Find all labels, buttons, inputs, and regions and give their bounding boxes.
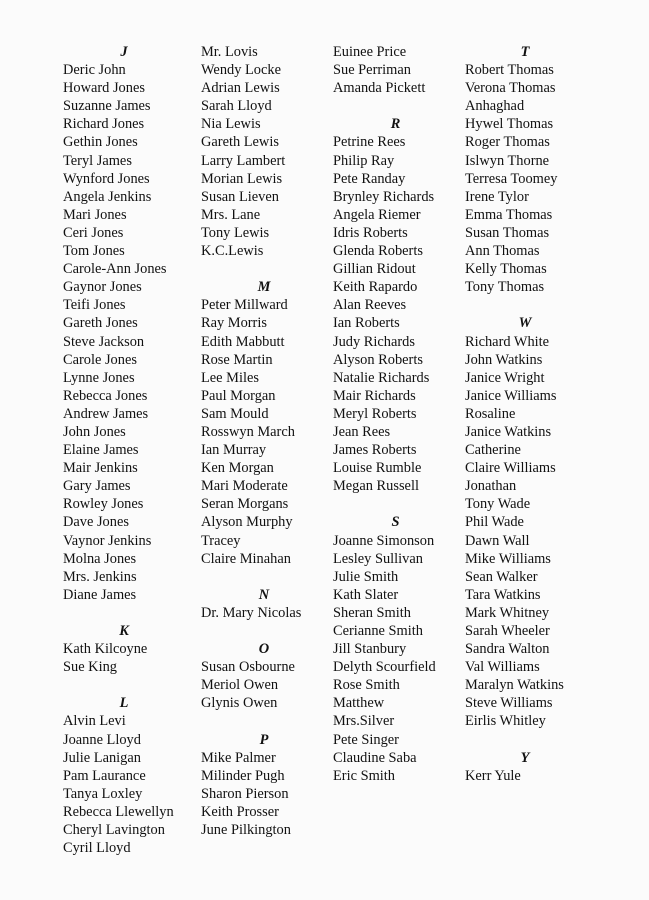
name-entry: Amanda Pickett: [333, 80, 426, 97]
name-entry: Mair Richards: [333, 387, 416, 404]
name-entry: Alvin Levi: [63, 713, 126, 730]
name-entry: Tracey: [201, 532, 241, 549]
name-entry: Rosaline: [465, 405, 516, 422]
name-entry: Adrian Lewis: [201, 80, 280, 97]
name-entry: Gareth Lewis: [201, 134, 279, 151]
name-entry: Molna Jones: [63, 550, 137, 567]
names-column-1: [63, 43, 185, 857]
name-entry: Rebecca Llewellyn: [63, 803, 174, 820]
name-entry: Janice Wright: [465, 369, 545, 386]
section-spacer: [465, 296, 585, 314]
section-spacer: [63, 604, 185, 622]
section-spacer: [333, 495, 458, 513]
name-entry: Kath Kilcoyne: [63, 641, 148, 658]
name-entry: Ann Thomas: [465, 243, 540, 260]
name-entry: Wendy Locke: [201, 62, 281, 79]
section-spacer: [201, 712, 327, 730]
name-entry: Keith Prosser: [201, 803, 279, 820]
name-entry: Jean Rees: [333, 423, 391, 440]
name-entry: Maralyn Watkins: [465, 677, 564, 694]
name-entry: Mrs.Silver: [333, 713, 395, 730]
name-entry: Islwyn Thorne: [465, 152, 550, 169]
section-letter-heading: R: [390, 116, 401, 133]
name-entry: Dave Jones: [63, 514, 129, 531]
section-letter-heading: P: [259, 731, 269, 748]
name-entry: June Pilkington: [201, 822, 291, 839]
name-entry: Meryl Roberts: [333, 405, 417, 422]
name-entry: Deric John: [63, 62, 126, 79]
name-entry: Robert Thomas: [465, 62, 554, 79]
name-entry: Philip Ray: [333, 152, 395, 169]
name-entry: Lynne Jones: [63, 369, 135, 386]
names-column-2: [201, 43, 327, 839]
name-entry: Janice Watkins: [465, 423, 552, 440]
section-letter-heading: O: [258, 641, 270, 658]
section-spacer: [201, 260, 327, 278]
name-entry: Angela Jenkins: [63, 188, 152, 205]
name-entry: John Jones: [63, 423, 126, 440]
name-entry: Tanya Loxley: [63, 785, 143, 802]
name-entry: Meriol Owen: [201, 677, 279, 694]
section-spacer: [333, 97, 458, 115]
name-entry: Milinder Pugh: [201, 767, 285, 784]
names-column-4: [465, 43, 585, 785]
name-entry: Carole-Ann Jones: [63, 261, 167, 278]
name-entry: Verona Thomas: [465, 80, 556, 97]
name-entry: Suzanne James: [63, 98, 151, 115]
section-letter-heading: M: [257, 279, 271, 296]
name-entry: Natalie Richards: [333, 369, 430, 386]
name-entry: Gary James: [63, 478, 131, 495]
name-entry: Kath Slater: [333, 586, 399, 603]
name-entry: Cheryl Lavington: [63, 822, 165, 839]
name-entry: Tony Lewis: [201, 224, 270, 241]
section-letter-heading: W: [518, 315, 532, 332]
name-entry: Eirlis Whitley: [465, 713, 546, 730]
name-entry: Louise Rumble: [333, 460, 422, 477]
name-entry: Glynis Owen: [201, 695, 278, 712]
name-entry: Ray Morris: [201, 315, 267, 332]
name-entry: Janice Williams: [465, 387, 557, 404]
name-entry: Diane James: [63, 586, 137, 603]
name-entry: Nia Lewis: [201, 116, 261, 133]
name-entry: Mrs. Jenkins: [63, 568, 137, 585]
name-entry: Gethin Jones: [63, 134, 138, 151]
name-entry: Claire Williams: [465, 460, 556, 477]
name-entry: Tony Wade: [465, 496, 531, 513]
name-entry: Kerr Yule: [465, 767, 521, 784]
name-entry: Judy Richards: [333, 333, 415, 350]
name-entry: James Roberts: [333, 442, 417, 459]
name-entry: Pete Randay: [333, 170, 406, 187]
name-entry: Peter Millward: [201, 297, 288, 314]
name-entry: Vaynor Jenkins: [63, 532, 152, 549]
name-entry: Gareth Jones: [63, 315, 138, 332]
section-letter-heading: L: [119, 695, 129, 712]
name-entry: Seran Morgans: [201, 496, 289, 513]
name-entry: Tony Thomas: [465, 279, 545, 296]
name-entry: Carole Jones: [63, 351, 137, 368]
name-entry: Jonathan: [465, 478, 517, 495]
name-entry: Phil Wade: [465, 514, 524, 531]
name-entry: Richard White: [465, 333, 550, 350]
section-letter-heading: J: [120, 44, 128, 60]
name-entry: Wynford Jones: [63, 170, 150, 187]
section-letter-heading: K: [119, 623, 129, 639]
name-entry: Mike Palmer: [201, 749, 276, 766]
name-entry: Claire Minahan: [201, 550, 291, 567]
name-entry: Brynley Richards: [333, 188, 435, 205]
section-spacer: [201, 622, 327, 640]
name-entry: Hywel Thomas: [465, 116, 554, 133]
section-letter-heading: Y: [520, 749, 530, 766]
name-entry: Pam Laurance: [63, 767, 146, 784]
name-entry: Petrine Rees: [333, 134, 406, 151]
name-entry: Teifi Jones: [63, 297, 126, 314]
name-entry: Rebecca Jones: [63, 387, 148, 404]
name-entry: Glenda Roberts: [333, 243, 423, 260]
name-entry: Morian Lewis: [201, 170, 283, 187]
section-spacer: [63, 676, 185, 694]
name-entry: Tom Jones: [63, 243, 125, 260]
name-entry: Andrew James: [63, 405, 149, 422]
name-entry: Roger Thomas: [465, 134, 550, 151]
name-entry: Rosswyn March: [201, 423, 295, 440]
name-entry: Julie Lanigan: [63, 749, 141, 766]
name-entry: Sarah Lloyd: [201, 98, 272, 115]
name-entry: Sharon Pierson: [201, 785, 289, 802]
name-entry: Lee Miles: [201, 369, 259, 386]
name-entry: Val Williams: [465, 659, 540, 676]
name-entry: Mr. Lovis: [201, 44, 258, 60]
name-entry: Kelly Thomas: [465, 261, 547, 278]
section-spacer: [201, 568, 327, 586]
section-spacer: [465, 731, 585, 749]
name-entry: Ian Roberts: [333, 315, 400, 332]
name-entry: Susan Thomas: [465, 224, 550, 241]
name-entry: Mrs. Lane: [201, 206, 261, 223]
name-entry: Mark Whitney: [465, 604, 550, 621]
name-entry: Alan Reeves: [333, 297, 407, 314]
name-entry: Keith Rapardo: [333, 279, 418, 296]
section-letter-heading: N: [258, 586, 270, 603]
name-entry: Ken Morgan: [201, 460, 274, 477]
name-entry: Paul Morgan: [201, 387, 276, 404]
name-entry: Tara Watkins: [465, 586, 541, 603]
name-entry: Lesley Sullivan: [333, 550, 423, 567]
name-entry: Pete Singer: [333, 731, 399, 748]
name-entry: Catherine: [465, 442, 521, 459]
name-entry: Susan Lieven: [201, 188, 279, 205]
name-entry: Delyth Scourfield: [333, 659, 436, 676]
section-letter-heading: S: [391, 514, 400, 531]
name-entry: Irene Tylor: [465, 188, 529, 205]
name-entry: Mike Williams: [465, 550, 551, 567]
name-entry: Mair Jenkins: [63, 460, 138, 477]
name-entry: Mari Jones: [63, 206, 127, 223]
name-entry: Dr. Mary Nicolas: [201, 604, 302, 621]
name-entry: Euinee Price: [333, 44, 407, 60]
name-entry: Susan Osbourne: [201, 659, 295, 676]
name-entry: Sandra Walton: [465, 641, 550, 658]
name-entry: Larry Lambert: [201, 152, 286, 169]
name-entry: Sarah Wheeler: [465, 623, 550, 639]
name-entry: Ceri Jones: [63, 224, 124, 241]
name-entry: Sheran Smith: [333, 604, 411, 621]
name-entry: Matthew: [333, 695, 385, 712]
name-entry: Emma Thomas: [465, 206, 553, 223]
name-entry: Mari Moderate: [201, 478, 288, 495]
name-entry: Dawn Wall: [465, 532, 530, 549]
name-entry: Rowley Jones: [63, 496, 144, 513]
name-entry: Elaine James: [63, 442, 139, 459]
name-entry: Alyson Murphy: [201, 514, 293, 531]
name-entry: Cyril Lloyd: [63, 840, 131, 857]
name-entry: Howard Jones: [63, 80, 145, 97]
name-entry: Eric Smith: [333, 767, 395, 784]
section-letter-heading: T: [520, 44, 530, 60]
name-entry: Sue King: [63, 659, 117, 676]
name-entry: Jill Stanbury: [333, 641, 407, 658]
name-entry: Alyson Roberts: [333, 351, 423, 368]
name-entry: Claudine Saba: [333, 749, 417, 766]
name-entry: Anhaghad: [465, 98, 525, 115]
name-entry: Sean Walker: [465, 568, 538, 585]
name-entry: Edith Mabbutt: [201, 333, 285, 350]
name-entry: Megan Russell: [333, 478, 419, 495]
name-entry: Terresa Toomey: [465, 170, 558, 187]
name-entry: Idris Roberts: [333, 224, 408, 241]
name-entry: Rose Martin: [201, 351, 273, 368]
name-entry: Steve Williams: [465, 695, 553, 712]
name-entry: Sue Perriman: [333, 62, 411, 79]
name-entry: Richard Jones: [63, 116, 145, 133]
name-entry: K.C.Lewis: [201, 243, 264, 260]
name-entry: Joanne Lloyd: [63, 731, 141, 748]
name-entry: Rose Smith: [333, 677, 400, 694]
names-column-3: [333, 43, 458, 785]
name-entry: Sam Mould: [201, 405, 269, 422]
name-entry: Joanne Simonson: [333, 532, 435, 549]
name-entry: Angela Riemer: [333, 206, 421, 223]
name-entry: Cerianne Smith: [333, 623, 423, 639]
name-entry: Ian Murray: [201, 442, 267, 459]
name-entry: Steve Jackson: [63, 333, 145, 350]
name-entry: Julie Smith: [333, 568, 399, 585]
name-entry: Gillian Ridout: [333, 261, 416, 278]
name-entry: Teryl James: [63, 152, 132, 169]
name-entry: Gaynor Jones: [63, 279, 142, 296]
name-entry: John Watkins: [465, 351, 543, 368]
